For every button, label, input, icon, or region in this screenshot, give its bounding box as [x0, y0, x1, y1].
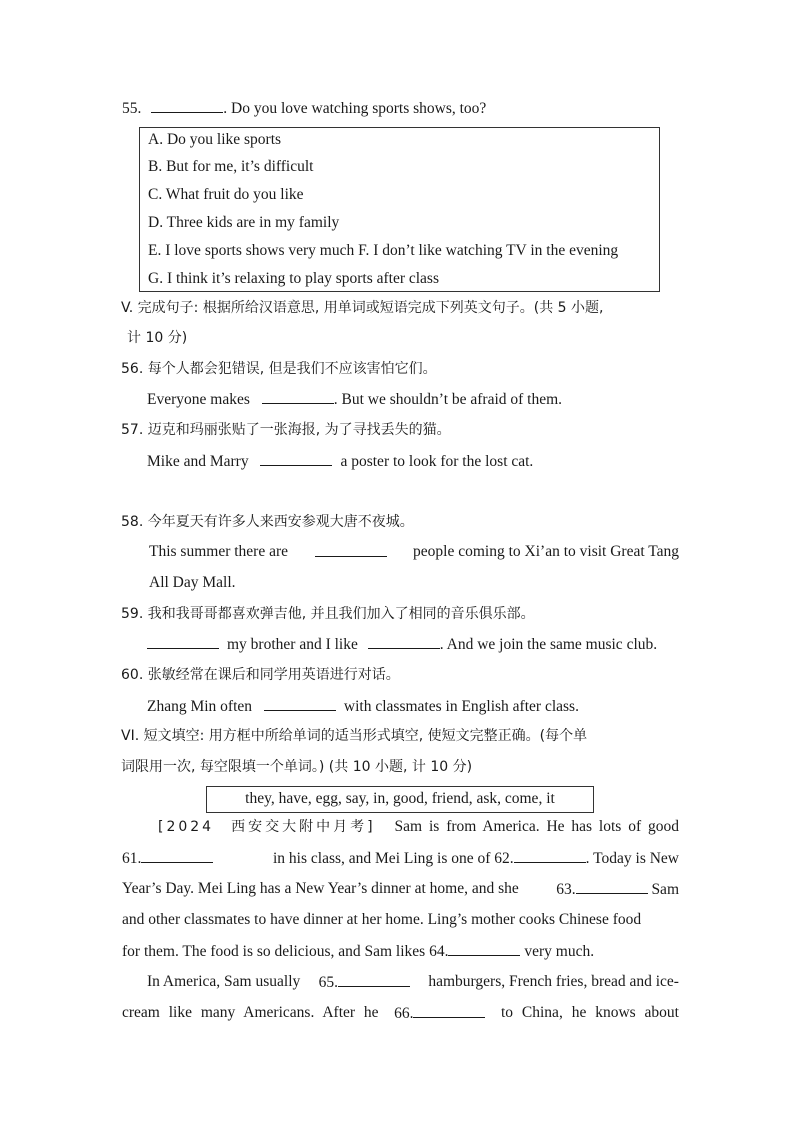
section-5-heading: V. 完成句子: 根据所给汉语意思, 用单词或短语完成下列英文句子。(共 5 小题, — [121, 300, 604, 316]
question-text: . Do you love watching sports shows, too? — [223, 100, 487, 117]
q57-english — [147, 451, 533, 472]
section-5-heading-cont: 计 10 分) — [127, 330, 188, 346]
q57-text-b: a poster to look for the lost cat. — [340, 453, 534, 470]
q58-english-cont: All Day Mall. — [149, 574, 236, 591]
answer-blank[interactable] — [147, 634, 219, 649]
option-a: A. Do you like sports — [148, 131, 282, 148]
q58-chinese: 58. 今年夏天有许多人来西安参观大唐不夜城。 — [121, 514, 414, 530]
answer-blank-66[interactable] — [413, 1003, 485, 1018]
passage-text: Sam is from America. He has lots of good — [394, 818, 679, 835]
q56-english — [147, 389, 562, 410]
passage-line-2 — [122, 848, 679, 869]
passage-text: cream like many Americans. After he — [122, 1004, 379, 1021]
word-bank-box: they, have, egg, say, in, good, friend, ask, come, it — [206, 786, 594, 813]
passage-text: to China, he knows about — [500, 1004, 679, 1021]
q60-text-b: with classmates in English after class. — [343, 698, 579, 715]
answer-blank[interactable] — [151, 98, 223, 113]
blank-number-64: 64. — [429, 943, 449, 960]
passage-text: . Today is New — [585, 850, 679, 867]
section-6-heading: VI. 短文填空: 用方框中所给单词的适当形式填空, 使短文完整正确。(每个单 — [121, 728, 588, 744]
q58-text-a: This summer there are — [149, 543, 289, 560]
source-tag: [2024 西安交大附中月考] — [158, 819, 376, 835]
blank-number-65: 65. — [318, 974, 338, 991]
q56-text-a: Everyone makes — [147, 391, 250, 408]
blank-number-63: 63. — [556, 881, 576, 898]
passage-line-5 — [122, 941, 594, 962]
answer-blank[interactable] — [368, 634, 440, 649]
q59-english — [147, 634, 657, 655]
answer-blank-61[interactable] — [141, 848, 213, 863]
q58-english — [149, 542, 679, 562]
q56-chinese: 56. 每个人都会犯错误, 但是我们不应该害怕它们。 — [121, 361, 437, 377]
question-number: 55. — [122, 100, 142, 117]
q59-chinese: 59. 我和我哥哥都喜欢弹吉他, 并且我们加入了相同的音乐俱乐部。 — [121, 606, 535, 622]
answer-blank-64[interactable] — [448, 941, 520, 956]
q58-text-b: people coming to Xi’an to visit Great Tang — [413, 543, 679, 560]
option-c: C. What fruit do you like — [148, 186, 304, 203]
answer-blank-65[interactable] — [338, 972, 410, 987]
passage-text: very much. — [524, 943, 595, 960]
q57-chinese: 57. 迈克和玛丽张贴了一张海报, 为了寻找丢失的猫。 — [121, 422, 451, 438]
passage-line-3 — [122, 879, 679, 900]
passage-text: hamburgers, French fries, bread and ice- — [428, 973, 679, 990]
answer-blank[interactable] — [262, 389, 334, 404]
section-6-heading-cont: 词限用一次, 每空限填一个单词。) (共 10 小题, 计 10 分) — [121, 759, 473, 775]
q59-text-a: my brother and I like — [227, 636, 358, 653]
passage-text: In America, Sam usually — [147, 973, 301, 990]
options-box — [139, 127, 660, 292]
option-e-f: E. I love sports shows very much F. I don’t like watching TV in the evening — [148, 242, 619, 259]
blank-number-66: 66. — [394, 1005, 414, 1022]
passage-text: Sam — [651, 881, 679, 898]
option-d: D. Three kids are in my family — [148, 214, 340, 231]
passage-line-4: and other classmates to have dinner at her home. Ling’s mother cooks Chinese food — [122, 911, 642, 928]
q57-text-a: Mike and Marry — [147, 453, 249, 470]
passage-line-7 — [122, 1003, 679, 1024]
answer-blank[interactable] — [264, 696, 336, 711]
option-b: B. But for me, it’s difficult — [148, 158, 314, 175]
passage-line-1 — [158, 817, 679, 837]
passage-text: Year’s Day. Mei Ling has a New Year’s dinner at home, and she — [122, 880, 519, 897]
passage-line-6 — [147, 972, 679, 993]
blank-number-62: 62. — [494, 850, 514, 867]
q60-text-a: Zhang Min often — [147, 698, 253, 715]
blank-number-61: 61. — [122, 850, 142, 867]
answer-blank[interactable] — [315, 542, 387, 557]
q56-text-b: . But we shouldn’t be afraid of them. — [333, 391, 563, 408]
answer-blank-63[interactable] — [576, 879, 648, 894]
passage-text: for them. The food is so delicious, and Sam likes — [122, 943, 426, 960]
q55-line — [122, 98, 486, 119]
q60-chinese: 60. 张敏经常在课后和同学用英语进行对话。 — [121, 667, 400, 683]
answer-blank-62[interactable] — [514, 848, 586, 863]
passage-text: in his class, and Mei Ling is one of — [273, 850, 491, 867]
q60-english — [147, 696, 579, 717]
option-g: G. I think it’s relaxing to play sports after class — [148, 270, 439, 287]
q59-text-b: . And we join the same music club. — [439, 636, 658, 653]
answer-blank[interactable] — [260, 451, 332, 466]
